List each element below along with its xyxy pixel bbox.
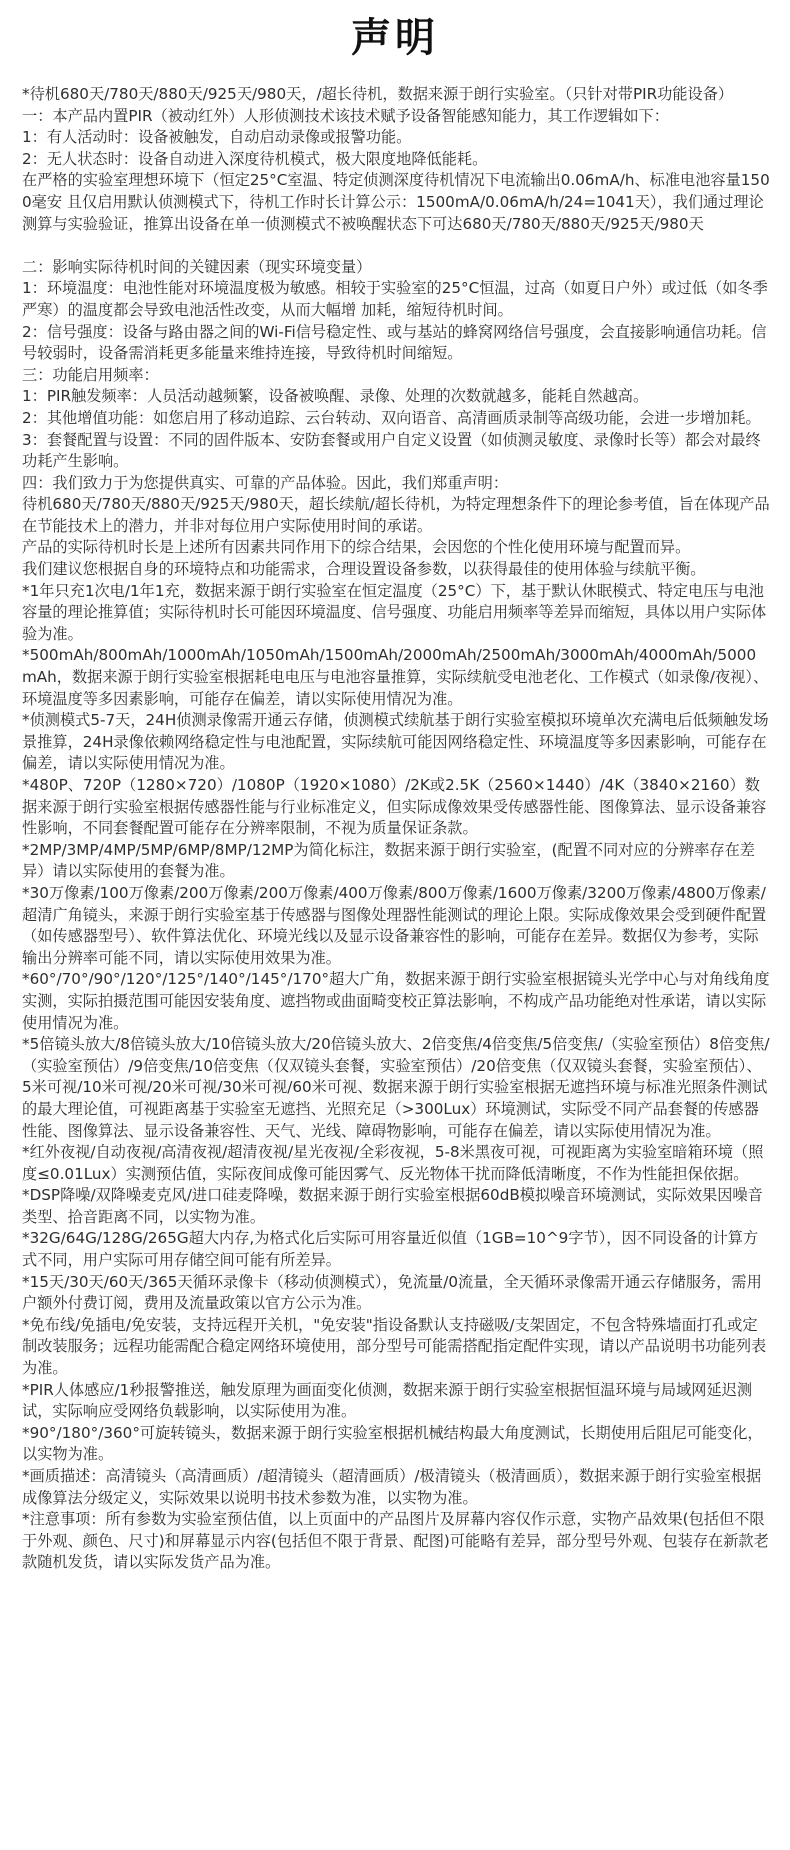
- disclaimer-paragraph: 在严格的实验室理想环境下（恒定25°C室温、特定侦测深度待机情况下电流输出0.06mA/h、标准电池容量1500毫安 且仅启用默认侦测模式下，待机工作时长计算公示：1500mA/0.06mA/h/24=1041天），我们通过理论测算与实验验证，推算出设备在单一侦测模式不被唤醒状态下可达680天/780天/880天/925天/980天: [22, 171, 770, 233]
- disclaimer-paragraph: 二：影响实际待机时间的关键因素（现实环境变量）: [22, 257, 372, 276]
- disclaimer-paragraph: 三：功能启用频率：: [22, 365, 159, 384]
- disclaimer-paragraph: *480P、720P（1280×720）/1080P（1920×1080）/2K或2.5K（2560×1440）/4K（3840×2160）数据来源于朗行实验室根据传感器性能与行业标准定义，但实际成像效果受传感器性能、图像算法、显示设备兼容性影响，不同套餐配置可能存在分辨率限制，不视为质量保证条款。: [22, 776, 767, 838]
- disclaimer-paragraph: *侦测模式5-7天，24H侦测录像需开通云存储，侦测模式续航基于朗行实验室模拟环境单次充满电后低频触发场景推算，24H录像依赖网络稳定性与电池配置，实际续航可能因网络稳定性、环境温度等多因素影响，可能存在偏差，请以实际使用情况为准。: [22, 711, 769, 773]
- disclaimer-paragraph: 我们建议您根据自身的环境特点和功能需求，合理设置设备参数，以获得最佳的使用体验与续航平衡。: [22, 560, 706, 579]
- disclaimer-paragraph: *DSP降噪/双降噪麦克风/进口硅麦降噪，数据来源于朗行实验室根据60dB模拟噪音环境测试，实际效果因噪音类型、拾音距离不同，以实物为准。: [22, 1186, 763, 1226]
- disclaimer-paragraph: 2：无人状态时：设备自动进入深度待机模式，极大限度地降低能耗。: [22, 149, 488, 168]
- disclaimer-paragraph: 1：PIR触发频率：人员活动越频繁，设备被唤醒、录像、处理的次数就越多，能耗自然越高。: [22, 387, 649, 406]
- disclaimer-paragraph: *60°/70°/90°/120°/125°/140°/145°/170°超大广角，数据来源于朗行实验室根据镜头光学中心与对角线角度实测，实际拍摄范围可能因安装角度、遮挡物或曲面畸变校正算法影响，不构成产品功能绝对性承诺，请以实际使用情况为准。: [22, 970, 770, 1032]
- disclaimer-paragraph: *待机680天/780天/880天/925天/980天，/超长待机，数据来源于朗行实验室。（只针对带PIR功能设备）: [22, 85, 734, 103]
- disclaimer-paragraph: *15天/30天/60天/365天循环录像卡（移动侦测模式），免流量/0流量，全天循环录像需开通云存储服务，需用户额外付费订阅，费用及流量政策以官方公示为准。: [22, 1272, 762, 1313]
- disclaimer-paragraph: *2MP/3MP/4MP/5MP/6MP/8MP/12MP为简化标注，数据来源于朗行实验室，(配置不同对应的分辨率存在差异）请以实际使用的套餐为准。: [22, 840, 755, 881]
- disclaimer-paragraph: *画质描述：高清镜头（高清画质）/超清镜头（超清画质）/极清镜头（极清画质），数据来源于朗行实验室根据成像算法分级定义，实际效果以说明书技术参数为准，以实物为准。: [22, 1467, 762, 1507]
- disclaimer-paragraph: 一：本产品内置PIR（被动红外）人形侦测技术该技术赋予设备智能感知能力，其工作逻辑如下：: [22, 106, 669, 125]
- disclaimer-paragraph: 2：其他增值功能：如您启用了移动追踪、云台转动、双向语音、高清画质录制等高级功能，会进一步增加耗。: [22, 408, 761, 427]
- disclaimer-paragraph: 1：有人活动时：设备被触发，自动启动录像或报警功能。: [22, 128, 412, 147]
- disclaimer-paragraph: 四：我们致力于为您提供真实、可靠的产品体验。因此，我们郑重声明：: [22, 473, 508, 492]
- disclaimer-paragraph: *注意事项：所有参数为实验室预估值，以上页面中的产品图片及屏幕内容仅作示意，实物产品效果(包括但不限于外观、颜色、尺寸)和屏幕显示内容(包括但不限于背景、配图)可能略有差异，部分型号外观、包装存在新款老款随机发货，请以实际发货产品为准。: [22, 1510, 769, 1572]
- disclaimer-paragraph: *32G/64G/128G/265G超大内存,为格式化后实际可用容量近似值（1GB=10^9字节），因不同设备的计算方式不同，用户实际可用存储空间可能有所差异。: [22, 1229, 759, 1270]
- disclaimer-paragraph: *30万像素/100万像素/200万像素/200万像素/400万像素/800万像素/1600万像素/3200万像素/4800万像素/超清广角镜头，来源于朗行实验室基于传感器与图像处理器性能测试的理论上限。实际成像效果会受到硬件配置（如传感器型号）、软件算法优化、环境光线以及显示设备兼容性的影响，可能存在差异。数据仅为参考，实际输出分辨率可能不同，请以实际使用效果为准。: [22, 883, 767, 967]
- disclaimer-paragraph: 3：套餐配置与设置：不同的固件版本、安防套餐或用户自定义设置（如侦测灵敏度、录像时长等）都会对最终功耗产生影响。: [22, 430, 761, 471]
- disclaimer-paragraph: 2：信号强度：设备与路由器之间的Wi-Fi信号稳定性、或与基站的蜂窝网络信号强度，会直接影响通信功耗。信号较弱时，设备需消耗更多能量来维持连接，导致待机时间缩短。: [22, 322, 767, 363]
- disclaimer-paragraph: *90°/180°/360°可旋转镜头，数据来源于朗行实验室根据机械结构最大角度测试，长期使用后阻尼可能变化，以实物为准。: [22, 1423, 763, 1464]
- disclaimer-body: [22, 84, 770, 1574]
- disclaimer-paragraph: *5倍镜头放大/8倍镜头放大/10倍镜头放大/20倍镜头放大、2倍变焦/4倍变焦/5倍变焦/（实验室预估）8倍变焦/（实验室预估）/9倍变焦/10倍变焦（仅双镜头套餐，实验室预估）/20倍变焦（仅双镜头套餐，实验室预估）、5米可视/10米可视/20米可视/30米可视/60米可视、数据来源于朗行实验室根据无遮挡环境与标准光照条件测试的最大理论值，可视距离基于实验室无遮挡、光照充足（>300Lux）环境测试，实际受不同产品套餐的传感器性能、图像算法、显示设备兼容性、天气、光线、障碍物影响，可能存在偏差，请以实际使用情况为准。: [22, 1035, 770, 1140]
- page-title: 声明: [351, 15, 439, 61]
- disclaimer-paragraph: *1年只充1次电/1年1充，数据来源于朗行实验室在恒定温度（25°C）下，基于默认休眠模式、特定电压与电池容量的理论推算值；实际待机时长可能因环境温度、信号强度、功能启用频率等差异而缩短，具体以用户实际体验为准。: [22, 581, 767, 643]
- disclaimer-paragraph: *PIR人体感应/1秒报警推送，触发原理为画面变化侦测，数据来源于朗行实验室根据恒温环境与局域网延迟测试，实际响应受网络负载影响，以实际使用为准。: [22, 1380, 753, 1421]
- paragraph-spacer: [22, 235, 770, 257]
- disclaimer-paragraph: *免布线/免插电/免安装，支持远程开关机，"免安装"指设备默认支持磁吸/支架固定，不包含特殊墙面打孔或定制改装服务；远程功能需配合稳定网络环境使用，部分型号可能需搭配指定配件实现，请以产品说明书功能列表为准。: [22, 1315, 767, 1378]
- disclaimer-paragraph: 产品的实际待机时长是上述所有因素共同作用下的综合结果，会因您的个性化使用环境与配置而异。: [22, 538, 691, 557]
- disclaimer-paragraph: *500mAh/800mAh/1000mAh/1050mAh/1500mAh/2000mAh/2500mAh/3000mAh/4000mAh/5000mAh，数据来源于朗行实验室根据耗电电压与电池容量推算，实际续航受电池老化、工作模式（如录像/夜视）、环境温度等多因素影响，可能存在偏差，请以实际使用情况为准。: [22, 646, 769, 708]
- disclaimer-paragraph: *红外夜视/自动夜视/高清夜视/超清夜视/星光夜视/全彩夜视，5-8米黑夜可视，可视距离为实验室暗箱环境（照度≤0.01Lux）实测预估值，实际夜间成像可能因雾气、反光物体干扰而降低清晰度，不作为性能担保依据。: [22, 1143, 764, 1183]
- disclaimer-paragraph: 1：环境温度：电池性能对环境温度极为敏感。相较于实验室的25°C恒温，过高（如夏日户外）或过低（如冬季严寒）的温度都会导致电池活性改变，从而大幅增 加耗，缩短待机时间。: [22, 279, 768, 319]
- disclaimer-paragraph: 待机680天/780天/880天/925天/980天，超长续航/超长待机，为特定理想条件下的理论参考值，旨在体现产品在节能技术上的潜力，并非对每位用户实际使用时间的承诺。: [22, 495, 770, 535]
